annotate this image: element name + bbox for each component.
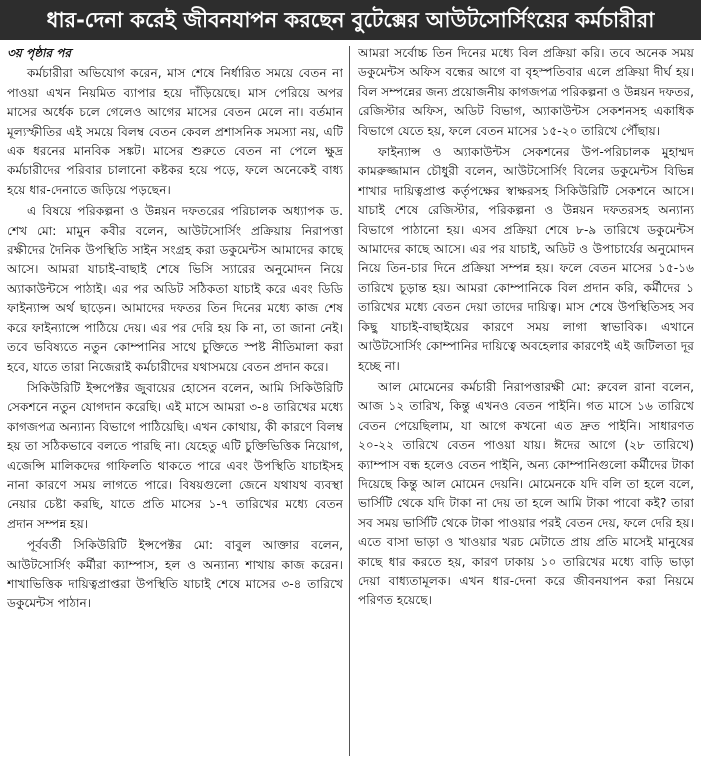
continuation-kicker: ৩য় পৃষ্ঠার পর [7, 46, 72, 60]
paragraph: আমরা সর্বোচ্চ তিন দিনের মধ্যে বিল প্রক্রিয়া করি। তবে অনেক সময় ডকুমেন্টস অফিস বন্ধের আগে বা বৃহস্পতিবার এলে প্রক্রিয়া দীর্ঘ হয়। বিল সম্পন্নের জন্য প্রয়োজনীয় কাগজপত্র পরিকল্পনা ও উন্নয়ন দফতর, রেজিস্টার অফিস, অডিট বিভাগ, অ্যাকাউন্টস সেকশনসহ একাধিক বিভাগে যেতে হয়, ফলে বেতন মাসের ১৫-২০ তারিখে পৌঁছায়। [358, 46, 694, 138]
column-divider [349, 46, 350, 756]
paragraph: এ বিষয়ে পরিকল্পনা ও উন্নয়ন দফতরের পরিচালক অধ্যাপক ড. শেখ মো: মামুন কবীর বলেন, আউটসোর্সিং প্রক্রিয়ায় নিরাপত্তা রক্ষীদের দৈনিক উপস্থিতি সাইন সংগ্রহ করা ডকুমেন্টস আমাদের কাছে আসে। আমরা যাচাই-বাছাই শেষে ভিসি স্যারের অনুমোদন নিয়ে অ্যাকাউন্টসে পাঠাই। এর পর অডিট সঠিকতা যাচাই করে এবং ডিডি ফাইন্যান্স অর্থ ছাড়েন। আমাদের দফতর তিন দিনের মধ্যে কাজ শেষ করে ফাইন্যান্সে পাঠিয়ে দেয়। এর পর দেরি হয় কি না, তা জানা নেই। তবে ভবিষ্যতে নতুন কোম্পানির সাথে চুক্তিতে স্পষ্ট নীতিমালা করা হবে, যাতে তারা নিজেরাই কর্মচারীদের যথাসময়ে বেতন প্রদান করে। [7, 204, 343, 374]
paragraph: সিকিউরিটি ইন্সপেক্টর জুবায়ের হোসেন বলেন, আমি সিকিউরিটি সেকশনে নতুন যোগদান করেছি। এই মাসে আমরা ৩-৪ তারিখের মধ্যে কাগজপত্র অন্যান্য বিভাগে পাঠিয়েছি। এখন কোথায়, কী কারণে বিলম্ব হয় তা সঠিকভাবে বলতে পারছি না। যেহেতু এটি চুক্তিভিত্তিক নিয়োগ, এজেন্সি মালিকদের গাফিলতি থাকতে পারে এবং উপস্থিতি যাচাইসহ নানা কারণে সময় লাগতে পারে। বিষয়গুলো জেনে যথাযথ ব্যবস্থা নেয়ার চেষ্টা করছি, যাতে প্রতি মাসের ১-৭ তারিখের মধ্যে বেতন প্রদান সম্পন্ন হয়। [7, 380, 343, 531]
paragraph: কর্মচারীরা অভিযোগ করেন, মাস শেষে নির্ধারিত সময়ে বেতন না পাওয়া এখন নিয়মিত ব্যাপার হয়ে দাঁড়িয়েছে। মাস পেরিয়ে অপর মাসের অর্ধেক চলে গেলেও আগের মাসের বেতন মেলে না। বর্তমান মূল্যস্ফীতির এই সময়ে বিলম্ব বেতন কেবল প্রশাসনিক সমস্যা নয়, এটি এক ধরনের মানবিক সঙ্কট। মাসের শুরুতে বেতন না পেলে ক্ষুদ্র কর্মচারীদের পরিবার চালানো কষ্টকর হয়ে পড়ে, ফলে অনেকেই বাধ্য হয়ে ধার-দেনাতে জড়িয়ে পড়ছেন। [7, 66, 343, 197]
left-column [7, 44, 343, 756]
right-column [358, 44, 694, 756]
paragraph: ফাইন্যান্স ও অ্যাকাউন্টস সেকশনের উপ-পরিচালক মুহাম্মদ কামরুজ্জামান চৌধুরী বলেন, আউটসোর্সিং বিলের ডকুমেন্টস বিভিন্ন শাখার দায়িত্বপ্রাপ্ত কর্তৃপক্ষের স্বাক্ষরসহ সিকিউরিটি সেকশনে আসে। যাচাই শেষে রেজিস্টার, পরিকল্পনা ও উন্নয়ন দফতরসহ অন্যান্য বিভাগে পাঠানো হয়। এসব প্রক্রিয়া শেষে ৮-৯ তারিখে ডকুমেন্টস আমাদের কাছে আসে। এর পর যাচাই, অডিট ও উপাচার্যের অনুমোদন নিয়ে তিন-চার দিনে প্রক্রিয়া সম্পন্ন হয়। ফলে বেতন মাসের ১৫-১৬ তারিখে চূড়ান্ত হয়। আমরা কোম্পানিকে বিল প্রদান করি, কর্মীদের ১ তারিখের মধ্যে বেতন দেয়া তাদের দায়িত্ব। মাস শেষে উপস্থিতিসহ সব কিছু যাচাই-বাছাইয়ের কারণে সময় লাগা স্বাভাবিক। এখানে আউটসোর্সিং কোম্পানির দায়িত্বে অবহেলার কারণেই এই জটিলতা দূর হচ্ছে না। [358, 145, 694, 373]
paragraph: আল মোমেনের কর্মচারী নিরাপত্তারক্ষী মো: রুবেল রানা বলেন, আজ ১২ তারিখ, কিন্তু এখনও বেতন পাইনি। গত মাসে ১৬ তারিখে বেতন পেয়েছিলাম, যা আগে কখনো এত দ্রুত পাইনি। সাধারণত ২০-২২ তারিখে বেতন পাওয়া যায়। ঈদের আগে (২৮ তারিখে) ক্যাম্পাস বন্ধ হলেও বেতন পাইনি, অন্য কোম্পানিগুলো কর্মীদের টাকা দিয়েছে কিন্তু আল মোমেন দেয়নি। মোমেনকে যদি বলি তা হলে বলে, ভার্সিটি থেকে যদি টাকা না দেয় তা হলে আমি টাকা পাবো কই? তারা সব সময় ভার্সিটি থেকে টাকা পাওয়ার পরই বেতন দেয়, ফলে দেরি হয়। এতে বাসা ভাড়া ও খাওয়ার খরচ মেটাতে প্রায় প্রতি মাসেই মানুষের কাছে ধার করতে হয়, কারণ ঢাকায় ১০ তারিখের মধ্যে বাড়ি ভাড়া দেয়া বাধ্যতামূলক। এখন ধার-দেনা করে জীবনযাপন করা নিয়মে পরিণত হয়েছে। [358, 379, 694, 608]
paragraph: পূর্ববর্তী সিকিউরিটি ইন্সপেক্টর মো: বাবুল আক্তার বলেন, আউটসোর্সিং কর্মীরা ক্যাম্পাস, হল ও অন্যান্য শাখায় কাজ করেন। শাখাভিত্তিক দায়িত্বপ্রাপ্তরা উপস্থিতি যাচাই শেষে মাসের ৩-৪ তারিখে ডকুমেন্টস পাঠান। [7, 538, 343, 611]
headline: ধার-দেনা করেই জীবনযাপন করছেন বুটেক্সের আউটসোর্সিংয়ের কর্মচারীরা [0, 0, 701, 40]
